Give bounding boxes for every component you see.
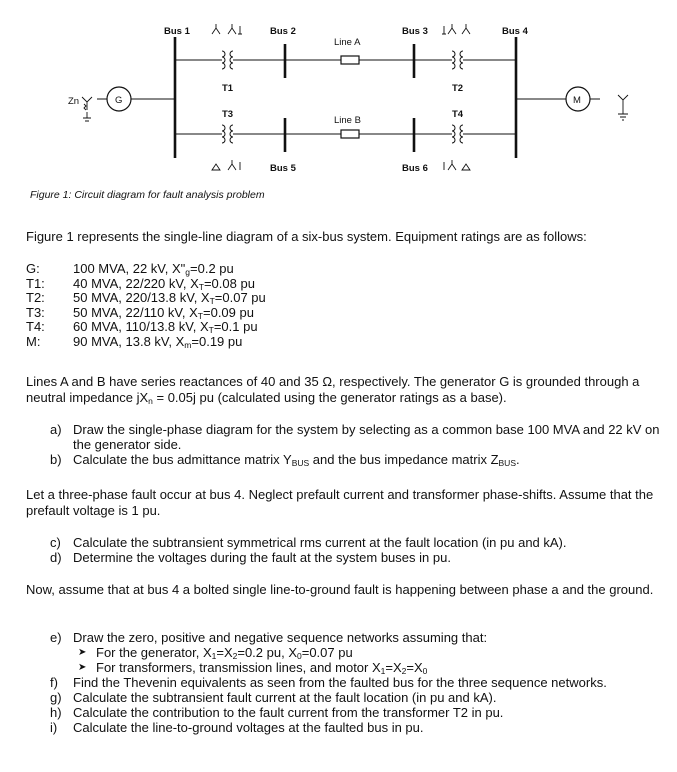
part-f: f) Find the Thevenin equivalents as seen from the faulted bus for the three sequence networks. <box>50 675 607 690</box>
question-list-1 <box>50 422 660 467</box>
part-g: g) Calculate the subtransient fault current at the fault location (in pu and kA). <box>50 690 497 705</box>
rating-row: M: 90 MVA, 13.8 kV, $X_m=0.19$ pu <box>26 333 243 350</box>
t3-label: T3 <box>222 109 234 120</box>
figure-caption: Figure 1: Circuit diagram for fault analysis problem <box>30 189 265 201</box>
question-list-3 <box>50 630 660 735</box>
t1-coil-symbol <box>222 51 233 69</box>
t3-coil-symbol <box>222 125 233 143</box>
bus-5-label: Bus 5 <box>270 163 296 174</box>
bus-4-label: Bus 4 <box>502 26 528 37</box>
part-a: a) Draw the single-phase diagram for the system by selecting as a common base 100 MVA and 22 kV on the generator side. <box>50 422 660 452</box>
part-e: e) Draw the zero, positive and negative sequence networks assuming that: <box>50 630 488 645</box>
bus-2-label: Bus 2 <box>270 26 296 37</box>
motor-label: M <box>573 95 581 106</box>
slg-paragraph: Now, assume that at bus 4 a bolted single line-to-ground fault is happening between phase a and the ground. <box>26 582 654 597</box>
t1-label: T1 <box>222 83 234 94</box>
bus-1-label: Bus 1 <box>164 26 190 37</box>
part-c: c) Calculate the subtransient symmetrical rms current at the fault location (in pu and kA). <box>50 535 567 550</box>
t2-winding-symbols <box>442 24 470 34</box>
generator-neutral-symbol <box>82 97 92 121</box>
rating-row: T1: 40 MVA, 22/220 kV, $X_T=0.08$ pu <box>26 275 255 292</box>
three-phase-paragraph: Let a three-phase fault occur at bus 4. Neglect prefault current and transformer phase-shifts. Assume that the prefault voltage is 1 pu. <box>26 487 654 518</box>
rating-row: G: 100 MVA, 22 kV, $X"_g=0.2$ pu <box>26 261 234 277</box>
circuit-diagram <box>0 0 677 190</box>
t2-label: T2 <box>452 83 464 94</box>
bullet-generator: ➤ For the generator, $X_1=X_2=0.2$ pu, $X_0=0.07$ pu <box>78 645 353 661</box>
ratings-list <box>26 262 266 349</box>
lines-paragraph: Lines A and B have series reactances of 40 and 35 Ω, respectively. The generator G is grounded through a neutral impedance $jX_n = 0.05j$ pu (calculated using the generator ratings as a base). <box>26 374 640 406</box>
arrow-bullet-icon: ➤ <box>78 647 87 658</box>
t4-label: T4 <box>452 109 464 120</box>
intro-paragraph: Figure 1 represents the single-line diagram of a six-bus system. Equipment ratings are as follows: <box>26 229 587 244</box>
part-b: b) Calculate the bus admittance matrix $Y_{BUS}$ and the bus impedance matrix $Z_{BUS}$. <box>50 452 520 468</box>
t2-coil-symbol <box>452 51 463 69</box>
rating-row: T2: 50 MVA, 220/13.8 kV, $X_T=0.07$ pu <box>26 290 266 306</box>
question-list-2 <box>50 535 660 565</box>
rating-row: T3: 50 MVA, 22/110 kV, $X_T=0.09$ pu <box>26 304 254 321</box>
part-h: h) Calculate the contribution to the fault current from the transformer T2 in pu. <box>50 705 504 720</box>
t4-winding-symbols <box>444 160 470 170</box>
t1-winding-symbols <box>212 24 242 34</box>
line-b-symbol <box>341 130 359 138</box>
line-a-label: Line A <box>334 37 361 48</box>
part-i: i) Calculate the line-to-ground voltages at the faulted bus in pu. <box>50 720 424 735</box>
bus-6-label: Bus 6 <box>402 163 428 174</box>
generator-label: G <box>115 95 123 106</box>
neutral-impedance-label: Zn <box>68 96 80 107</box>
line-a-symbol <box>341 56 359 64</box>
arrow-bullet-icon: ➤ <box>78 662 87 673</box>
bullet-transformers: ➤ For transformers, transmission lines, and motor $X_1=X_2=X_0$ <box>78 660 428 676</box>
part-d: d) Determine the voltages during the fault at the system buses in pu. <box>50 550 451 565</box>
bus-3-label: Bus 3 <box>402 26 428 37</box>
motor-neutral-symbol <box>618 95 628 120</box>
t3-winding-symbols <box>212 160 240 170</box>
rating-row: T4: 60 MVA, 110/13.8 kV, $X_T=0.1$ pu <box>26 319 258 335</box>
line-b-label: Line B <box>334 115 361 126</box>
t4-coil-symbol <box>452 125 463 143</box>
